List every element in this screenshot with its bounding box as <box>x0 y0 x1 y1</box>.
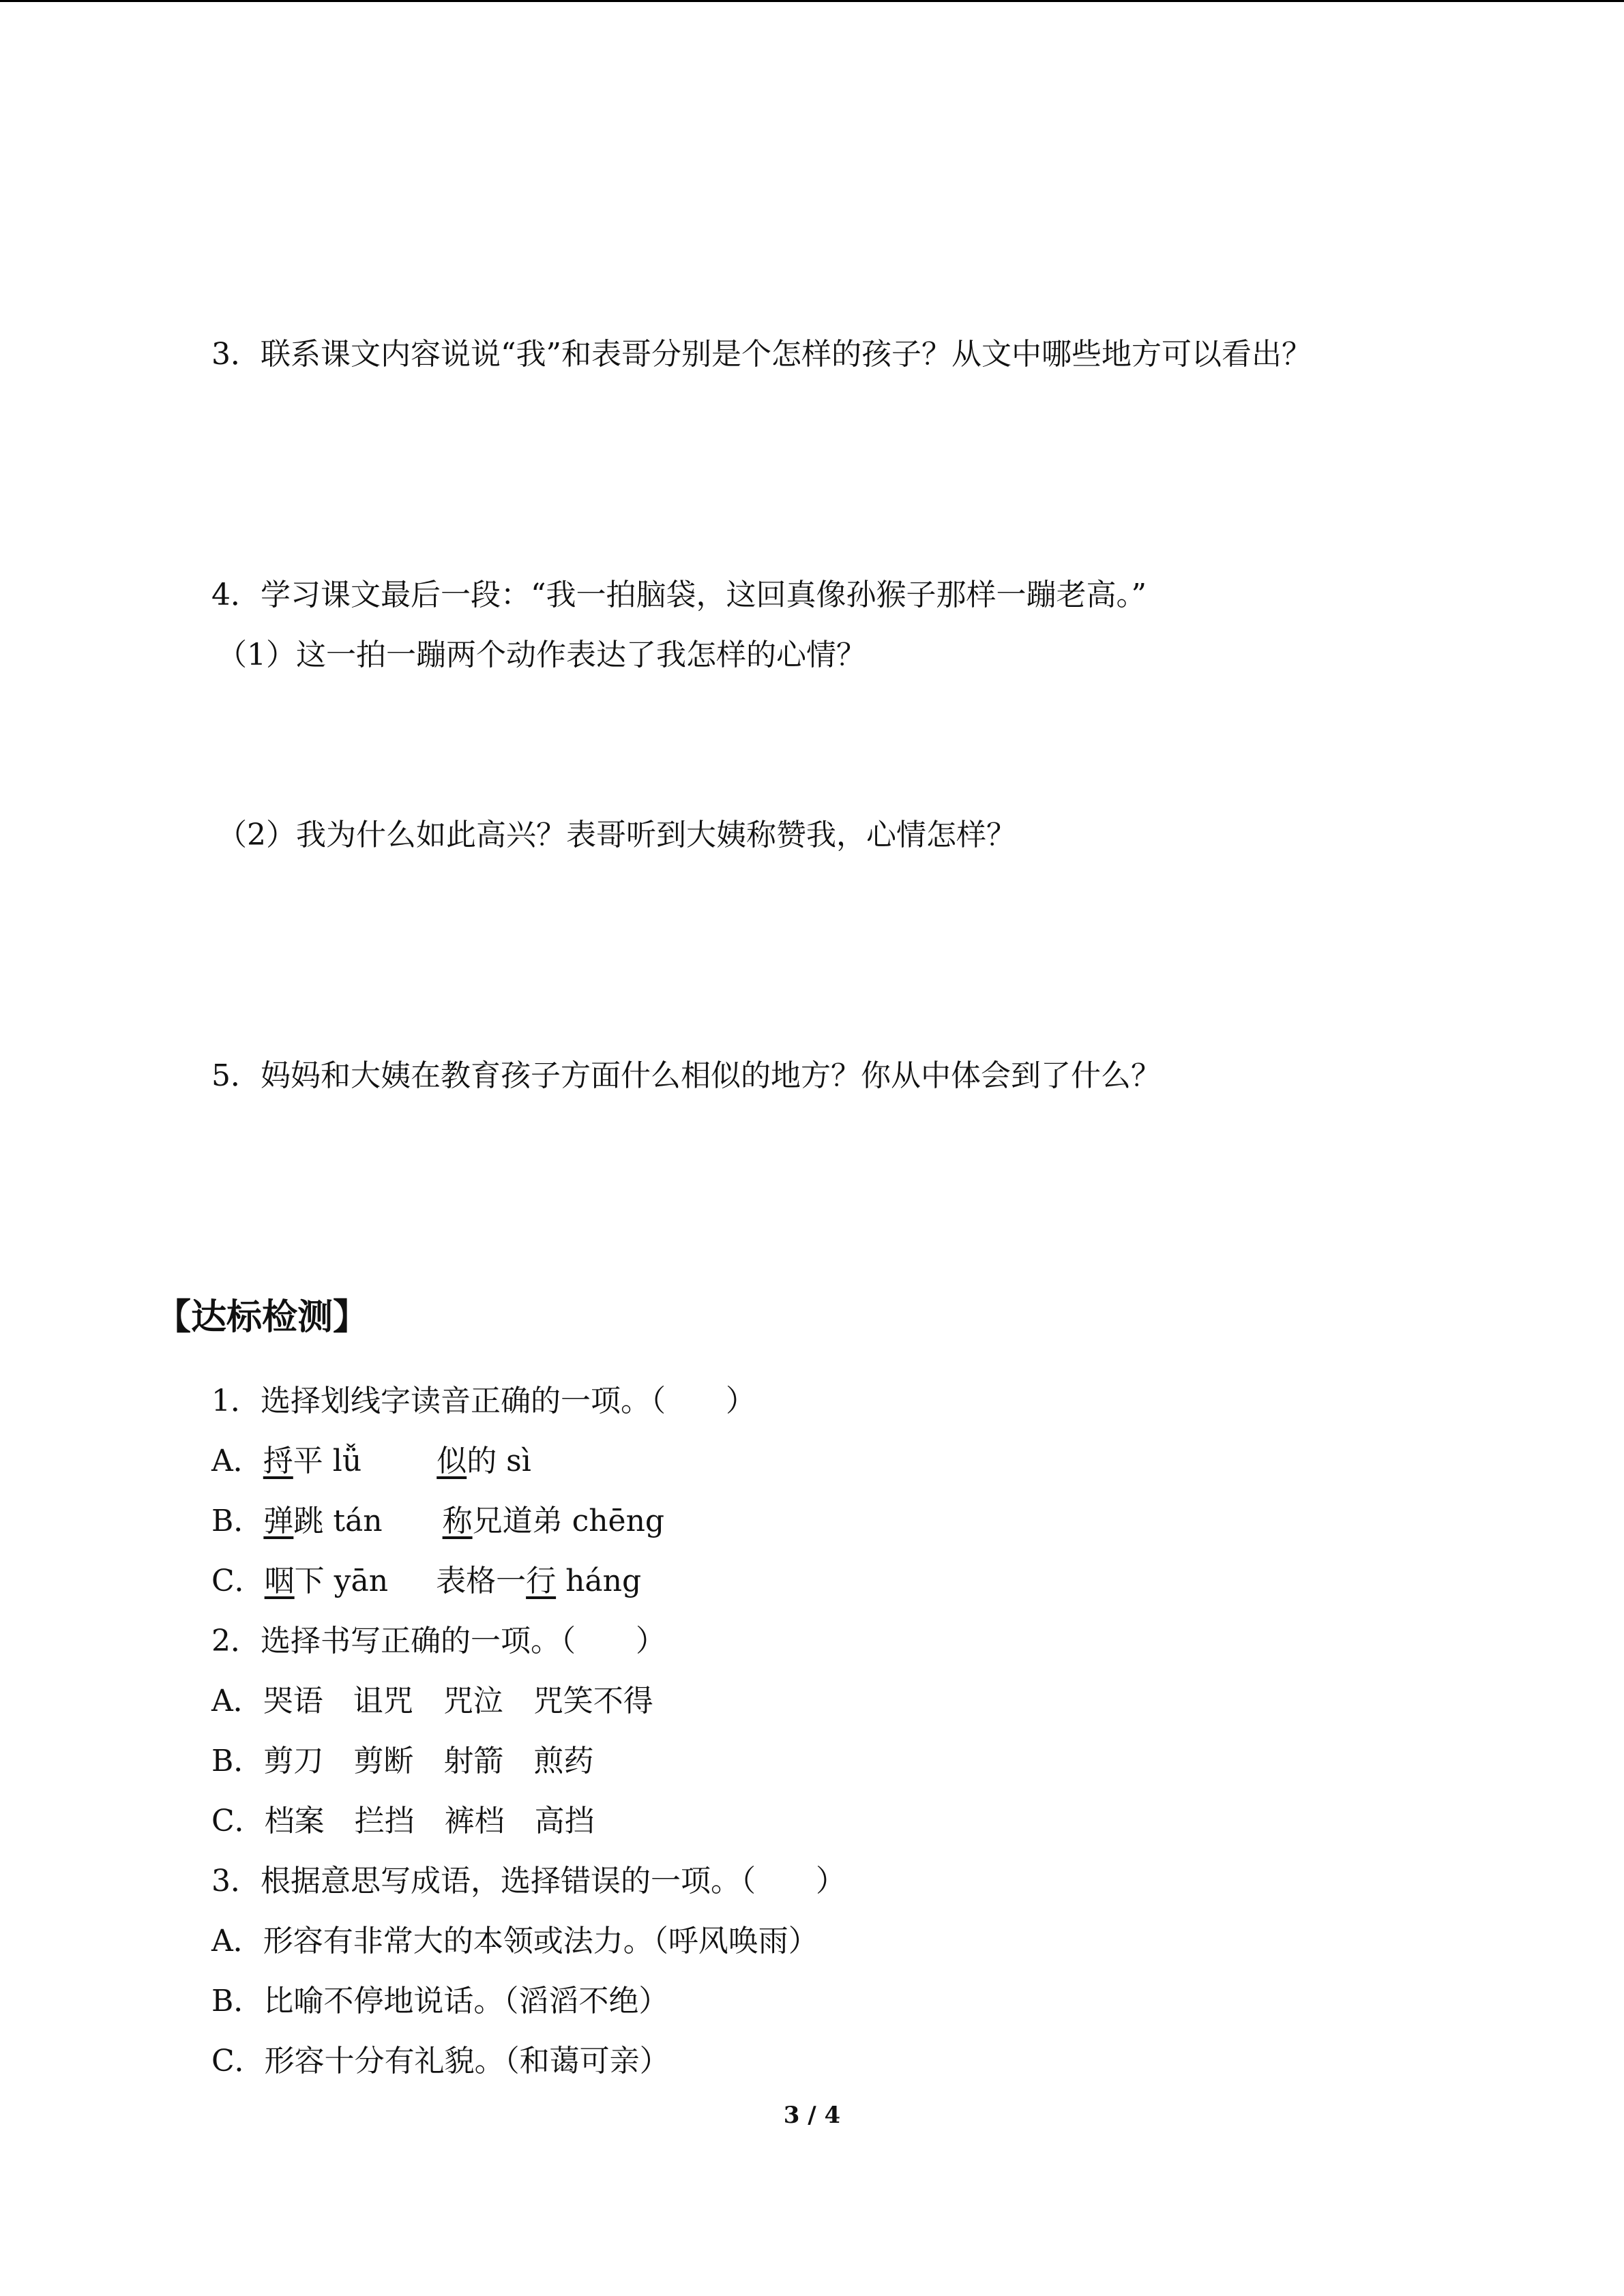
test-q2-option-c: C．档案 拦挡 裤档 高挡 <box>211 1804 595 1838</box>
question-4-2: （2）我为什么如此高兴？表哥听到大姨称赞我，心情怎样？ <box>217 818 1016 852</box>
question-3: 3．联系课文内容说说“我”和表哥分别是个怎样的孩子？从文中哪些地方可以看出？ <box>211 337 1312 372</box>
test-question-3: 3．根据意思写成语，选择错误的一项。（ ） <box>211 1864 846 1898</box>
section-title: 【达标检测】 <box>156 1297 369 1338</box>
test-q3-option-a: A．形容有非常大的本领或法力。（呼风唤雨） <box>211 1924 818 1958</box>
test-question-1: 1．选择划线字读音正确的一项。（ ） <box>211 1384 756 1418</box>
question-5: 5．妈妈和大姨在教育孩子方面什么相似的地方？你从中体会到了什么？ <box>211 1058 1161 1093</box>
test-q2-option-a: A．哭语 诅咒 咒泣 咒笑不得 <box>211 1684 653 1718</box>
test-q1-option-c <box>211 1562 641 1600</box>
question-4: 4．学习课文最后一段：“我一拍脑袋，这回真像孙猴子那样一蹦老高。” <box>211 578 1147 612</box>
test-q3-option-b: B．比喻不停地说话。（滔滔不绝） <box>211 1984 669 2018</box>
word-text: 表格一 <box>436 1564 527 1598</box>
word-text: háng <box>556 1564 642 1598</box>
word-text: 下 yān <box>294 1564 389 1598</box>
word-text: 平 lǚ <box>293 1444 362 1478</box>
test-q2-option-b: B．剪刀 剪断 射箭 煎药 <box>211 1744 594 1778</box>
test-q1-option-b <box>211 1502 664 1540</box>
test-question-2: 2．选择书写正确的一项。（ ） <box>211 1624 666 1658</box>
underlined-char: 似 <box>437 1444 467 1478</box>
option-label: A． <box>211 1444 263 1478</box>
underlined-char: 称 <box>442 1504 473 1538</box>
word-text: 的 sì <box>467 1444 531 1478</box>
option-label: B． <box>211 1504 264 1538</box>
underlined-char: 捋 <box>263 1444 293 1478</box>
underlined-char: 弹 <box>263 1504 294 1538</box>
question-4-1: （1）这一拍一蹦两个动作表达了我怎样的心情？ <box>217 638 866 672</box>
page-number: 3 / 4 <box>783 2102 841 2129</box>
word-text: 跳 tán <box>293 1504 383 1538</box>
word-text: 兄道弟 chēng <box>472 1504 665 1538</box>
test-q3-option-c: C．形容十分有礼貌。（和蔼可亲） <box>211 2044 670 2078</box>
underlined-char: 咽 <box>264 1564 295 1598</box>
option-label: C． <box>211 1564 265 1598</box>
top-border <box>0 0 1624 2</box>
test-q1-option-a <box>211 1442 531 1480</box>
underlined-char: 行 <box>526 1564 557 1598</box>
